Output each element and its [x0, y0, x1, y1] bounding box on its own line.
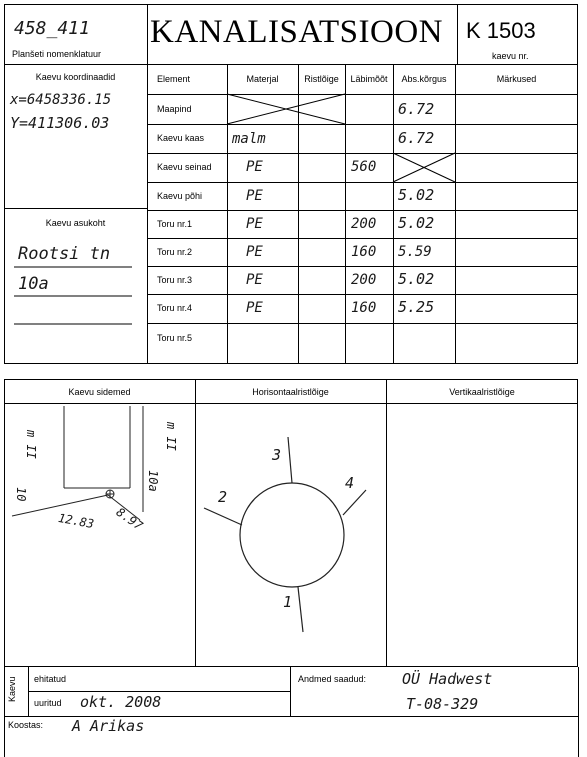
row-height: 5.02: [398, 270, 435, 288]
data-code: T-08-329: [406, 695, 479, 713]
row-diameter: 160: [351, 300, 377, 316]
right-building-label: m II: [164, 422, 178, 451]
row-height: 5.02: [398, 214, 435, 232]
row-material: PE: [246, 272, 263, 288]
well-label: kaevu nr.: [492, 51, 529, 61]
row-material: PE: [246, 159, 263, 175]
row-material: PE: [246, 216, 263, 232]
row-height: 5.25: [398, 298, 435, 316]
sheet-label: Planšeti nomenklatuur: [12, 49, 102, 59]
col-notes: Märkused: [496, 74, 537, 84]
row-height: 5.59: [398, 244, 432, 260]
section-horizontal: Horisontaalristlõige: [252, 387, 329, 397]
col-cross-section: Ristlõige: [304, 74, 339, 84]
row-material: PE: [246, 188, 263, 204]
row-material: PE: [246, 300, 263, 316]
right-lot-number: 10a: [146, 470, 160, 492]
pipe-4-label: 4: [345, 474, 355, 492]
row-element: Kaevu põhi: [157, 191, 203, 201]
col-material: Materjal: [246, 74, 279, 84]
left-lot-number: 10: [14, 487, 28, 502]
row-diameter: 200: [351, 272, 377, 288]
row-height: 6.72: [398, 129, 435, 147]
location-number: 10a: [18, 274, 49, 294]
location-label: Kaevu asukoht: [45, 218, 106, 228]
data-from-value: OÜ Hadwest: [402, 670, 493, 688]
author-label: Koostas:: [8, 720, 44, 730]
coord-x: x=6458336.15: [10, 92, 112, 108]
section-ties: Kaevu sidemed: [68, 387, 131, 397]
col-diameter: Läbimõõt: [350, 74, 388, 84]
row-material: malm: [232, 131, 266, 147]
pipe-2-label: 2: [218, 488, 228, 506]
location-street: Rootsi tn: [18, 244, 111, 264]
col-element: Element: [157, 74, 191, 84]
row-element: Toru nr.5: [157, 333, 193, 343]
measured-value: okt. 2008: [80, 693, 162, 711]
footer-side-label: Kaevu: [7, 676, 17, 702]
col-abs-height: Abs.kõrgus: [401, 74, 447, 84]
row-element: Kaevu kaas: [157, 133, 205, 143]
section-vertical: Vertikaalristlõige: [449, 387, 515, 397]
sheet-number: 458_411: [14, 18, 90, 39]
row-element: Toru nr.1: [157, 219, 193, 229]
row-diameter: 160: [351, 244, 377, 260]
row-material: PE: [246, 244, 263, 260]
well-id: K 1503: [466, 18, 536, 43]
distance-2: 8.97: [113, 504, 146, 534]
row-element: Toru nr.3: [157, 275, 193, 285]
row-element: Toru nr.2: [157, 247, 193, 257]
row-element: Toru nr.4: [157, 303, 193, 313]
page-title: KANALISATSIOON: [150, 14, 443, 50]
row-height: 5.02: [398, 186, 435, 204]
row-diameter: 200: [351, 216, 377, 232]
row-height: 6.72: [398, 100, 435, 118]
distance-1: 12.83: [57, 510, 96, 532]
pipe-1-label: 1: [283, 593, 293, 611]
row-element: Maapind: [157, 104, 192, 114]
row-element: Kaevu seinad: [157, 162, 212, 172]
pipe-3-label: 3: [272, 446, 282, 464]
coord-y: Y=411306.03: [10, 114, 110, 132]
built-label: ehitatud: [34, 674, 67, 684]
data-from-label: Andmed saadud:: [298, 674, 367, 684]
row-diameter: 560: [351, 159, 377, 175]
measured-label: uuritud: [34, 698, 62, 708]
author-value: A Arikas: [72, 717, 145, 735]
ties-sketch: [12, 406, 143, 520]
left-building-label: m II: [24, 430, 38, 459]
coords-label: Kaevu koordinaadid: [35, 72, 116, 82]
